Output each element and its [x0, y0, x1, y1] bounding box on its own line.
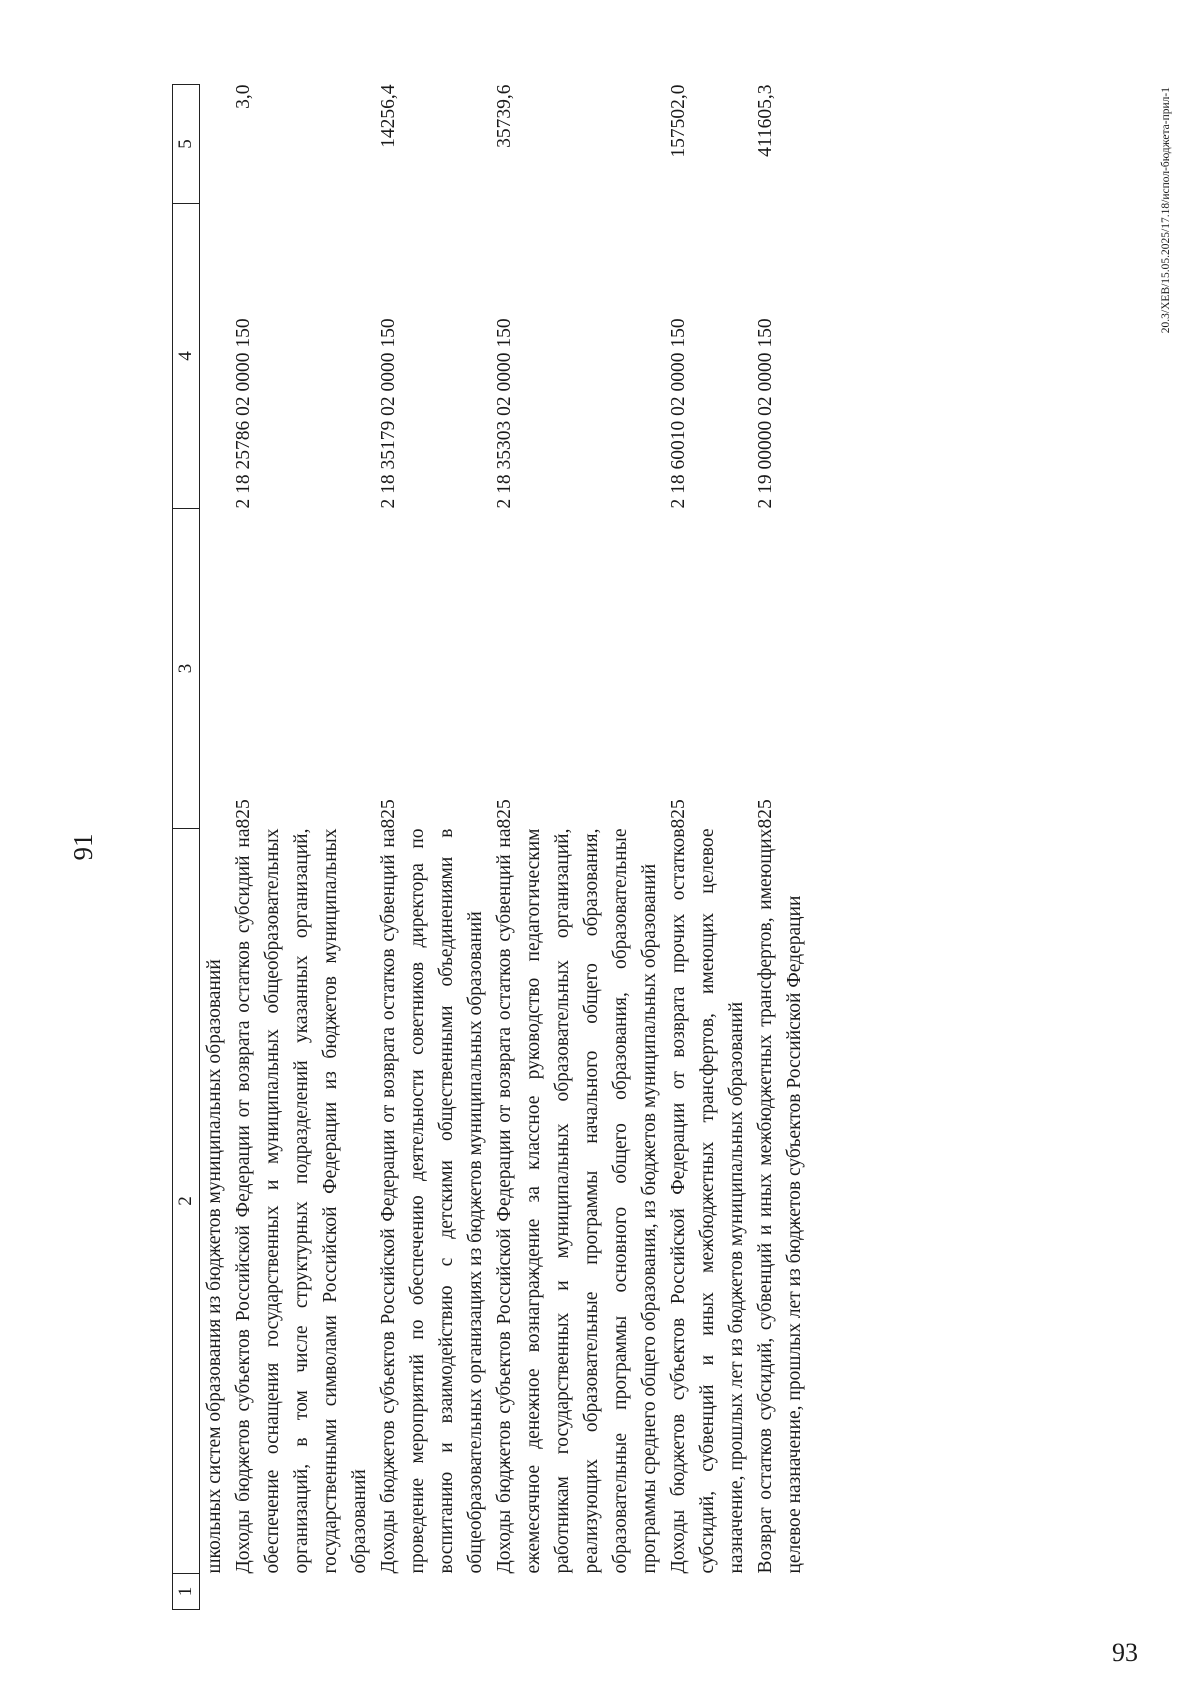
column-header-2: 2 — [173, 829, 200, 1574]
admin-code-cell: 825 — [755, 799, 776, 829]
table-row — [200, 85, 230, 1610]
table-row — [374, 85, 490, 1610]
description-cell: Доходы бюджетов субъектов Российской Федерации от возврата остатков субвенций на ежемесячное денежное вознаграждение за классное руководство педагогическим работникам государственных и муниципальных образовательных организаций, реализующих образовательные программы начального общего образования, образовательные программы основного общего образования, образовательные программы среднего общего образования, из бюджетов муниципальных образований — [494, 828, 660, 1574]
amount-cell: 411605,3 — [755, 84, 776, 157]
amount-cell: 35739,6 — [494, 84, 515, 148]
row-number-cell — [200, 1574, 230, 1610]
sheet-number: 93 — [1112, 1638, 1138, 1667]
column-header-4: 4 — [173, 204, 200, 509]
table-row — [490, 85, 664, 1610]
table-row — [664, 85, 751, 1610]
budget-code-cell: 2 18 25786 02 0000 150 — [233, 318, 254, 509]
row-number-cell — [374, 1574, 490, 1610]
amount-cell: 3,0 — [233, 84, 254, 109]
page-number: 91 — [68, 833, 98, 861]
column-header-3: 3 — [173, 509, 200, 829]
admin-code-cell — [200, 509, 230, 829]
admin-code-cell: 825 — [494, 799, 515, 829]
budget-code-cell: 2 18 35179 02 0000 150 — [378, 318, 399, 509]
document-footer-code: 20.3/XEB/15.05.2025/17.18/испол-бюджета-прил-1 — [1160, 87, 1172, 334]
description-cell: Возврат остатков субсидий, субвенций и иных межбюджетных трансфертов, имеющих целевое назначение, прошлых лет из бюджетов субъектов Российской Федерации — [755, 828, 805, 1574]
budget-code-cell: 2 19 00000 02 0000 150 — [755, 318, 776, 509]
amount-cell — [200, 85, 230, 204]
description-cell: школьных систем образования из бюджетов муниципальных образований — [204, 959, 225, 1574]
description-cell: Доходы бюджетов субъектов Российской Федерации от возврата прочих остатков субсидий, субвенций и иных межбюджетных трансфертов, имеющих целевое назначение, прошлых лет из бюджетов муниципальных образований — [668, 828, 747, 1574]
budget-code-cell: 2 18 35303 02 0000 150 — [494, 318, 515, 509]
column-header-5: 5 — [173, 85, 200, 204]
amount-cell: 157502,0 — [668, 84, 689, 158]
table-row — [229, 85, 374, 1610]
budget-table — [172, 84, 809, 1610]
budget-code-cell: 2 18 60010 02 0000 150 — [668, 318, 689, 509]
description-cell: Доходы бюджетов субъектов Российской Федерации от возврата остатков субвенций на проведение мероприятий по обеспечению деятельности советников директора по воспитанию и взаимодействию с детскими общественными объединениями в общеобразовательных организациях из бюджетов муниципальных образований — [378, 828, 486, 1574]
admin-code-cell: 825 — [668, 799, 689, 829]
budget-code-cell — [200, 204, 230, 509]
row-number-cell — [490, 1574, 664, 1610]
admin-code-cell: 825 — [378, 799, 399, 829]
admin-code-cell: 825 — [233, 799, 254, 829]
row-number-cell — [229, 1574, 374, 1610]
description-cell: Доходы бюджетов субъектов Российской Федерации от возврата остатков субсидий на обеспечение оснащения государственных и муниципальных общеобразовательных организаций, в том числе структурных подразделений указанных организаций, государственными символами Российской Федерации из бюджетов муниципальных образований — [233, 828, 370, 1574]
row-number-cell — [664, 1574, 751, 1610]
table-row — [751, 85, 809, 1610]
amount-cell: 14256,4 — [378, 84, 399, 148]
column-header-1: 1 — [173, 1574, 200, 1610]
row-number-cell — [751, 1574, 809, 1610]
table-header-row — [173, 85, 200, 1610]
